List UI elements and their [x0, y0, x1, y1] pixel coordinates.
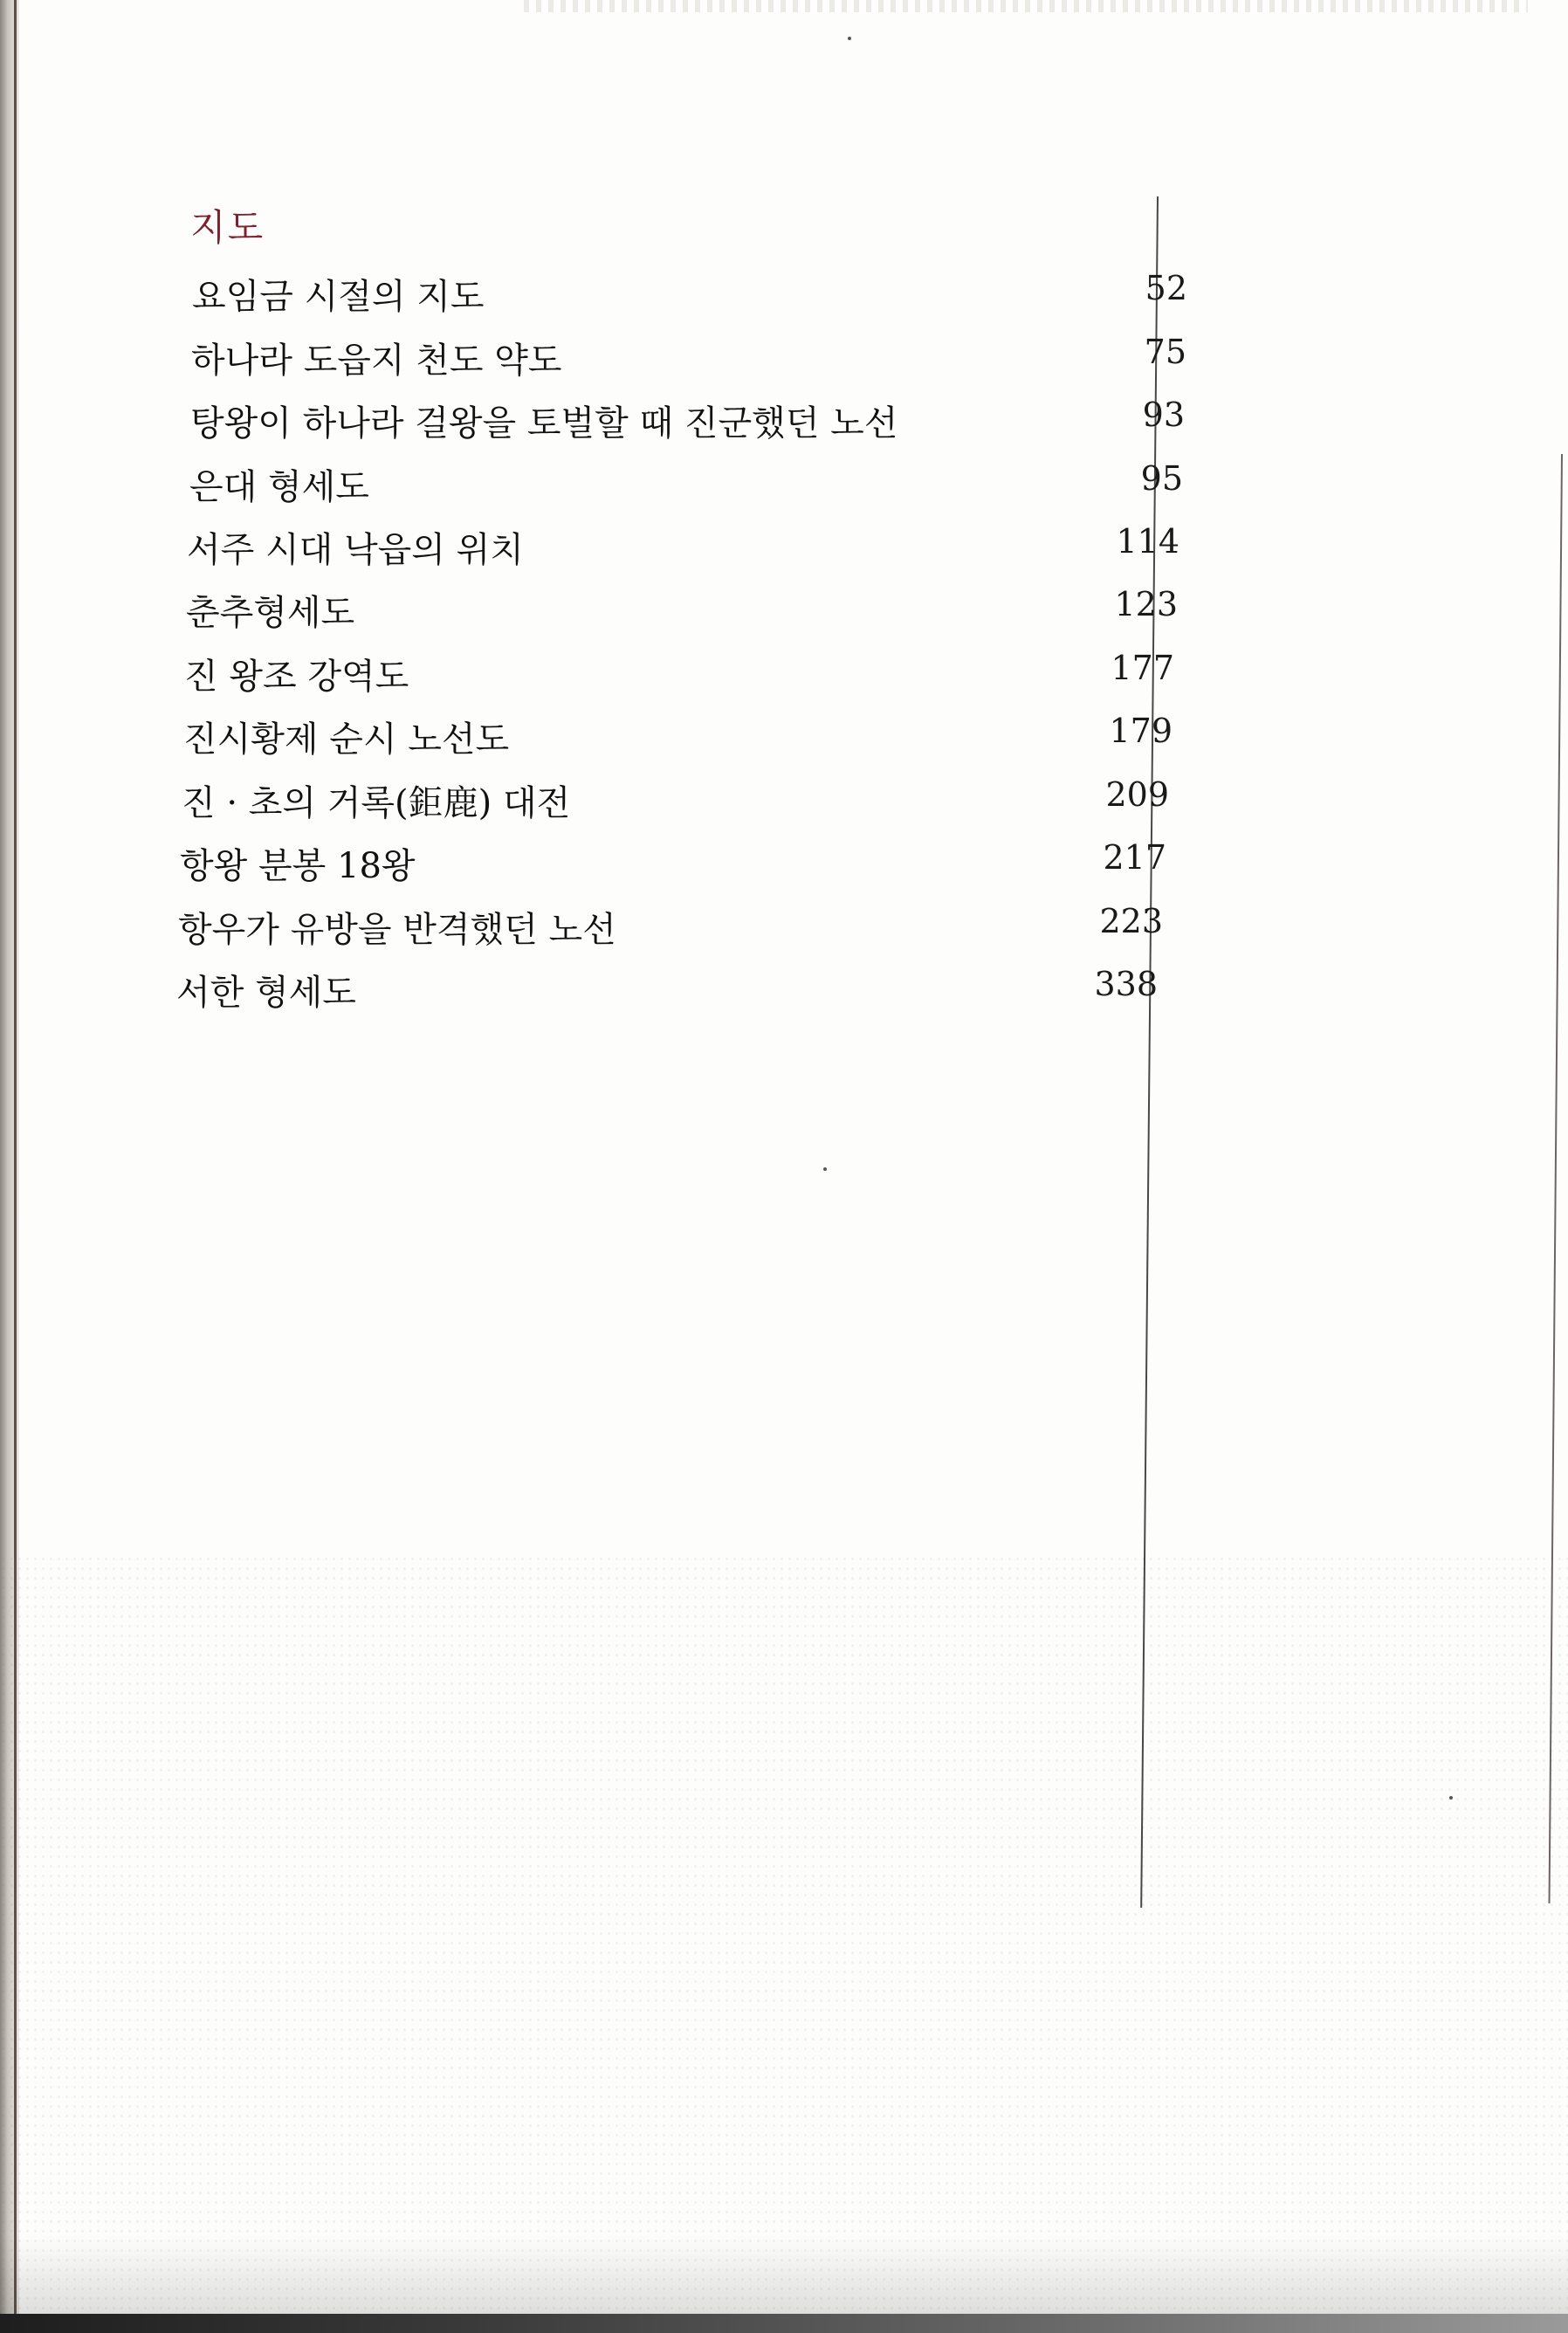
entry-page-number: 209: [1105, 775, 1169, 814]
entry-page-number: 223: [1099, 902, 1163, 940]
entry-label: 서한 형세도: [176, 973, 356, 1013]
entry-label: 은대 형세도: [189, 467, 369, 507]
entry-page-number: 217: [1103, 838, 1166, 877]
entry-page-number: 75: [1144, 333, 1186, 371]
entry-page-number: 338: [1094, 965, 1158, 1003]
entry-label: 탕왕이 하나라 걸왕을 토벌할 때 진군했던 노선: [190, 403, 898, 444]
entry-label: 요임금 시절의 지도: [192, 277, 485, 317]
entry-label: 서주 시대 낙읍의 위치: [187, 530, 524, 570]
entry-label: 항우가 유방을 반격했던 노선: [178, 910, 616, 950]
entry-page-number: 95: [1140, 459, 1183, 498]
entry-label: 항왕 분봉 18왕: [180, 846, 416, 886]
entry-label: 진 왕조 강역도: [184, 657, 409, 697]
entry-label: 진 · 초의 거록(鉅鹿) 대전: [182, 783, 571, 823]
entry-page-number: 93: [1142, 396, 1185, 434]
entry-page-number: 52: [1145, 269, 1187, 307]
entry-label: 진시황제 순시 노선도: [183, 719, 510, 760]
entry-label: 춘추형세도: [186, 593, 355, 633]
entry-page-number: 114: [1116, 522, 1179, 561]
entry-page-number: 179: [1109, 712, 1173, 750]
entry-page-number: 177: [1111, 649, 1174, 687]
section-title: 지도: [190, 206, 265, 249]
entry-page-number: 123: [1114, 585, 1178, 623]
entry-label: 하나라 도읍지 천도 약도: [191, 341, 562, 381]
